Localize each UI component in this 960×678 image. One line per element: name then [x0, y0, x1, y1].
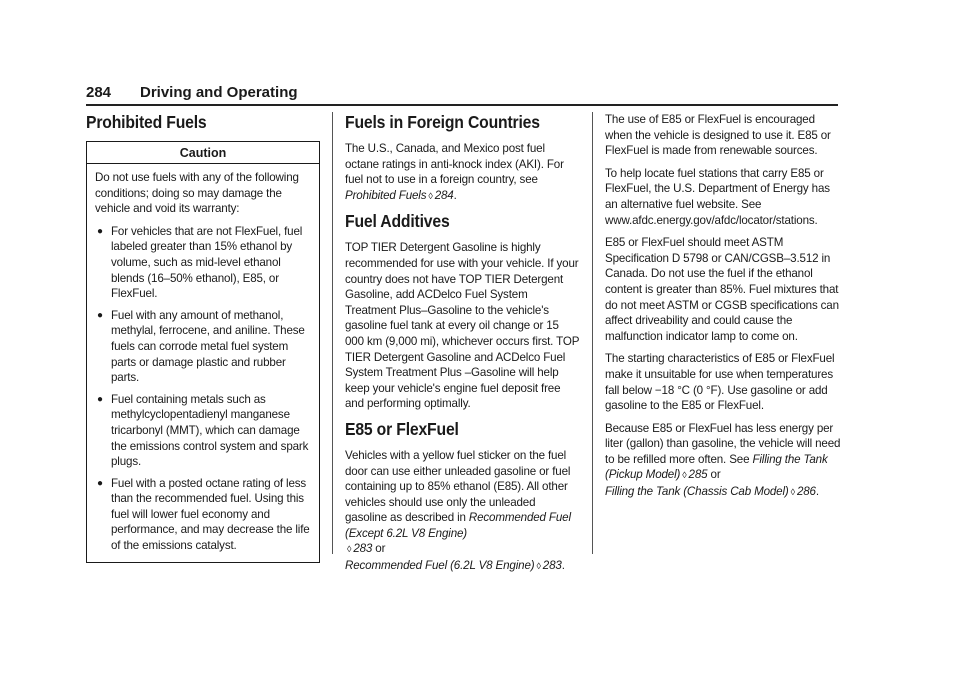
page-ref-icon: ◊ — [347, 544, 352, 555]
bullet-icon: ● — [97, 309, 103, 321]
heading-fuel-additives: Fuel Additives — [345, 211, 450, 232]
column-divider — [332, 112, 333, 554]
caution-intro: Do not use fuels with any of the following conditions; doing so may damage the vehicle and void its warranty: — [95, 171, 299, 216]
page-ref-icon: ◊ — [682, 470, 687, 481]
bullet-icon: ● — [97, 393, 103, 405]
cross-reference-link[interactable]: Prohibited Fuels — [345, 188, 427, 202]
page-ref-icon: ◊ — [428, 190, 433, 201]
caution-body — [87, 164, 319, 562]
paragraph: The starting characteristics of E85 or FlexFuel make it unsuitable for use when temperatures fall below −18 °C (0 °F). Use gasoline or add gasoline to the E85 or FlexFuel. — [605, 352, 835, 413]
page-ref-number[interactable]: 284 — [434, 188, 454, 202]
page-number: 284 — [86, 84, 112, 101]
list-item: ● Fuel containing metals such as methylcyclopentadienyl manganese tricarbonyl (MMT), which can damage the emissions control system and spark plugs. — [97, 392, 309, 469]
column-divider — [592, 112, 593, 554]
page-header — [86, 84, 838, 104]
page-ref-icon: ◊ — [790, 487, 795, 498]
cross-reference-link[interactable]: Recommended Fuel (Except 6.2L V8 Engine) — [345, 511, 571, 540]
cross-reference-link[interactable]: Filling the Tank (Chassis Cab Model) — [605, 485, 789, 499]
paragraph: To help locate fuel stations that carry E85 or FlexFuel, the U.S. Department of Energy has an alternative fuel website. See www.afdc.energy.gov/afdc/locator/stations. — [605, 166, 830, 227]
section-title: Driving and Operating — [140, 84, 298, 101]
heading-prohibited-fuels: Prohibited Fuels — [86, 112, 207, 132]
cross-reference-link[interactable]: Recommended Fuel (6.2L V8 Engine) — [345, 559, 535, 573]
list-item: ● For vehicles that are not FlexFuel, fuel labeled greater than 15% ethanol by volume, such as mid-level ethanol blends (16–50% ethanol), E85, or FlexFuel. — [97, 224, 303, 301]
page-ref-icon: ◊ — [536, 561, 541, 572]
paragraph: The U.S., Canada, and Mexico post fuel octane ratings in anti-knock index (AKI). For fuel not to use in a foreign country, see Prohibited Fuels ◊ 284. — [345, 142, 564, 202]
paragraph: E85 or FlexFuel should meet ASTM Specification D 5798 or CAN/CGSB–3.512 in Canada. Do not use the fuel if the ethanol content is greater than 85%. Fuel mixtures that do not meet ASTM or CGSB specifications can affect driveability and could cause the malfunction indicator lamp to come on. — [605, 236, 839, 343]
header-rule — [86, 104, 838, 106]
list-item: ● Fuel with any amount of methanol, methylal, ferrocene, and aniline. These fuels can corrode metal fuel system parts or damage plastic and rubber parts. — [97, 308, 305, 385]
paragraph: TOP TIER Detergent Gasoline is highly recommended for use with your vehicle. If your country does not have TOP TIER Detergent Gasoline, add ACDelco Fuel System Treatment Plus–Gasoline to the vehicle's gasoline fuel tank at every oil change or 15 000 km (9,000 mi), whichever occurs first. TOP TIER Detergent Gasoline and ACDelco Fuel System Treatment Plus –Gasoline will help keep your vehicle's engine fuel deposit free and performing optimally. — [345, 241, 580, 411]
paragraph: The use of E85 or FlexFuel is encouraged when the vehicle is designed to use it. E85 or FlexFuel is made from renewable sources. — [605, 113, 831, 158]
page-ref-number[interactable]: 285 — [688, 468, 708, 482]
caution-list — [95, 224, 311, 554]
heading-e85: E85 or FlexFuel — [345, 418, 459, 439]
column-left — [86, 112, 320, 563]
page-ref-number[interactable]: 283 — [542, 559, 562, 573]
list-item: ● Fuel with a posted octane rating of less than the recommended fuel. Using this fuel will lower fuel economy and performance, and may decrease the life of the emissions catalyst. — [97, 476, 310, 553]
caution-title: Caution — [87, 142, 319, 164]
paragraph: Vehicles with a yellow fuel sticker on the fuel door can use either unleaded gasoline or fuel containing up to 85% ethanol (E85). All other vehicles should use only the unleaded gasoline as described in Recommended Fuel (Except 6.2L V8 Engine) ◊ 283 or Recommended Fuel (6.2L V8 Engine) ◊ 283. — [345, 448, 571, 573]
page-ref-number[interactable]: 286 — [796, 485, 816, 499]
page-ref-number[interactable]: 283 — [353, 542, 373, 556]
column-middle — [345, 112, 580, 582]
paragraph: Because E85 or FlexFuel has less energy per liter (gallon) than gasoline, the vehicle will need to be refilled more often. See Filling the Tank (Pickup Model) ◊ 285 or Filling the Tank (Chassis Cab Model) ◊ 286. — [605, 421, 841, 499]
cross-reference-link[interactable]: Filling the Tank (Pickup Model) — [605, 452, 828, 482]
bullet-icon: ● — [97, 225, 103, 237]
heading-fuels-foreign: Fuels in Foreign Countries — [345, 112, 540, 132]
bullet-icon: ● — [97, 477, 103, 489]
column-right — [605, 112, 841, 508]
caution-box — [86, 141, 320, 563]
